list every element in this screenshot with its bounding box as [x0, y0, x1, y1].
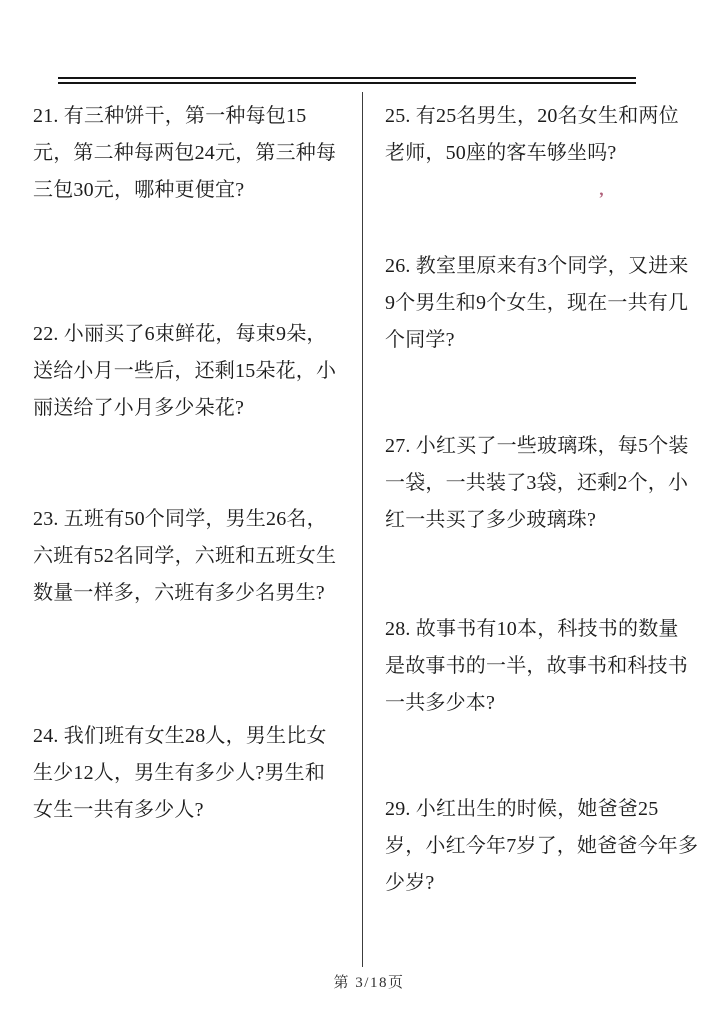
problem-line: 26. 教室里原来有3个同学，又进来	[385, 255, 689, 277]
problem-26	[385, 248, 715, 359]
problem-28	[385, 611, 715, 722]
problem-line: 岁，小红今年7岁了，她爸爸今年多	[385, 835, 699, 857]
problem-line: 28. 故事书有10本，科技书的数量	[385, 618, 679, 640]
problem-27	[385, 428, 715, 539]
problem-25	[385, 98, 715, 172]
right-column	[385, 0, 715, 1024]
problem-line: 女生一共有多少人?	[33, 799, 204, 821]
problem-line: 25. 有25名男生，20名女生和两位	[385, 105, 679, 127]
problem-line: 三包30元，哪种更便宜?	[33, 179, 245, 201]
problem-line: 红一共买了多少玻璃珠?	[385, 509, 597, 531]
problem-line: 少岁?	[385, 872, 435, 894]
problem-line: 21. 有三种饼干，第一种每包15	[33, 105, 307, 127]
problem-24	[33, 718, 363, 829]
problem-21	[33, 98, 363, 209]
problem-line: 生少12人，男生有多少人?男生和	[33, 762, 326, 784]
problem-line: 一袋，一共装了3袋，还剩2个，小	[385, 472, 689, 494]
problem-23	[33, 501, 363, 612]
problem-line: 24. 我们班有女生28人，男生比女	[33, 725, 327, 747]
problem-line: 27. 小红买了一些玻璃珠，每5个装	[385, 435, 689, 457]
problem-line: 丽送给了小月多少朵花?	[33, 397, 245, 419]
problem-line: 数量一样多，六班有多少名男生?	[33, 582, 325, 604]
problem-line: 是故事书的一半，故事书和科技书	[385, 655, 688, 677]
red-annotation-mark: ,	[598, 179, 604, 200]
problem-line: 29. 小红出生的时候，她爸爸25	[385, 798, 659, 820]
problem-line: 老师，50座的客车够坐吗?	[385, 142, 617, 164]
problem-22	[33, 316, 363, 427]
left-column	[33, 0, 363, 1024]
problem-line: 送给小月一些后，还剩15朵花，小	[33, 360, 337, 382]
problem-line: 元，第二种每两包24元，第三种每	[33, 142, 337, 164]
problem-29	[385, 791, 715, 902]
problem-line: 23. 五班有50个同学，男生26名，	[33, 508, 327, 530]
problem-line: 一共多少本?	[385, 692, 496, 714]
page-number-footer: 第 3/18页	[333, 975, 405, 991]
problem-line: 22. 小丽买了6束鲜花，每束9朵，	[33, 323, 327, 345]
problem-line: 六班有52名同学，六班和五班女生	[33, 545, 337, 567]
problem-line: 个同学?	[385, 329, 455, 351]
problem-line: 9个男生和9个女生，现在一共有几	[385, 292, 689, 314]
